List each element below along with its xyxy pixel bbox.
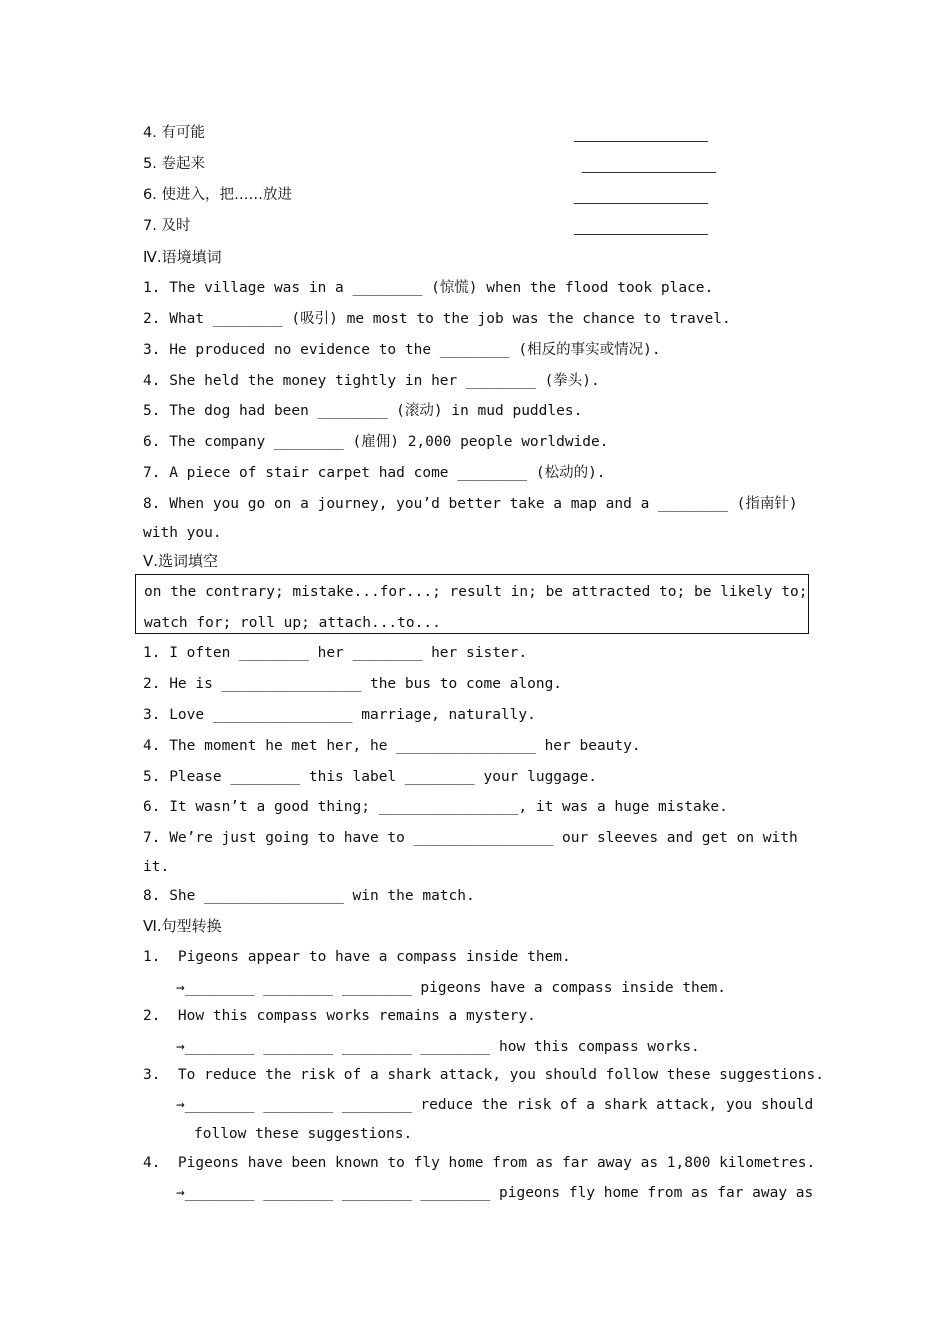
answer-line [574, 141, 708, 142]
transform-answer: follow these suggestions. [194, 1126, 413, 1142]
word-bank-line: on the contrary; mistake...for...; result in; be attracted to; be likely to; [144, 584, 808, 600]
exercise-line: 2. What ________ (吸引) me most to the job was the chance to travel. [143, 311, 731, 327]
answer-line [574, 234, 708, 235]
exercise-line: 8. She ________________ win the match. [143, 888, 475, 904]
exercise-line: 5. Please ________ this label ________ your luggage. [143, 769, 597, 785]
transform-question: 4. Pigeons have been known to fly home from as far away as 1,800 kilometres. [143, 1155, 816, 1171]
section-heading: Ⅳ.语境填词 [143, 248, 222, 266]
exercise-line: 4. The moment he met her, he ________________ her beauty. [143, 738, 641, 754]
part3-item-5: 5. 卷起来 [143, 156, 205, 172]
answer-line [574, 203, 708, 204]
word-bank-line: watch for; roll up; attach...to... [144, 615, 441, 631]
exercise-line: 3. Love ________________ marriage, naturally. [143, 707, 536, 723]
section-heading: Ⅵ.句型转换 [143, 917, 222, 935]
exercise-line: 5. The dog had been ________ (滚动) in mud puddles. [143, 403, 583, 419]
part3-item-7: 7. 及时 [143, 218, 191, 234]
transform-question: 1. Pigeons appear to have a compass inside them. [143, 949, 571, 965]
exercise-line: 6. The company ________ (雇佣) 2,000 people worldwide. [143, 434, 609, 450]
exercise-line: 1. The village was in a ________ (惊慌) when the flood took place. [143, 280, 714, 296]
exercise-line: 3. He produced no evidence to the ________ (相反的事实或情况). [143, 342, 661, 358]
exercise-line: 7. A piece of stair carpet had come ________ (松动的). [143, 465, 606, 481]
transform-question: 3. To reduce the risk of a shark attack, you should follow these suggestions. [143, 1067, 824, 1083]
exercise-line: 8. When you go on a journey, you’d better take a map and a ________ (指南针) [143, 496, 798, 512]
answer-line [582, 172, 716, 173]
exercise-line: with you. [143, 525, 222, 541]
exercise-line: 6. It wasn’t a good thing; ________________, it was a huge mistake. [143, 799, 728, 815]
exercise-line: 2. He is ________________ the bus to come along. [143, 676, 563, 692]
part3-item-4: 4. 有可能 [143, 125, 205, 141]
transform-answer: →________ ________ ________ ________ pigeons fly home from as far away as [176, 1185, 814, 1201]
transform-answer: →________ ________ ________ reduce the risk of a shark attack, you should [176, 1097, 814, 1113]
exercise-line: 7. We’re just going to have to ________________ our sleeves and get on with [143, 830, 798, 846]
section-heading: Ⅴ.选词填空 [143, 552, 219, 570]
part3-item-6: 6. 使进入，把……放进 [143, 187, 292, 203]
transform-question: 2. How this compass works remains a mystery. [143, 1008, 536, 1024]
transform-answer: →________ ________ ________ pigeons have a compass inside them. [176, 980, 726, 996]
word-bank-box [135, 574, 809, 634]
exercise-line: it. [143, 859, 170, 875]
exercise-line: 4. She held the money tightly in her ________ (拳头). [143, 373, 600, 389]
exercise-line: 1. I often ________ her ________ her sister. [143, 645, 528, 661]
transform-answer: →________ ________ ________ ________ how this compass works. [176, 1039, 700, 1055]
